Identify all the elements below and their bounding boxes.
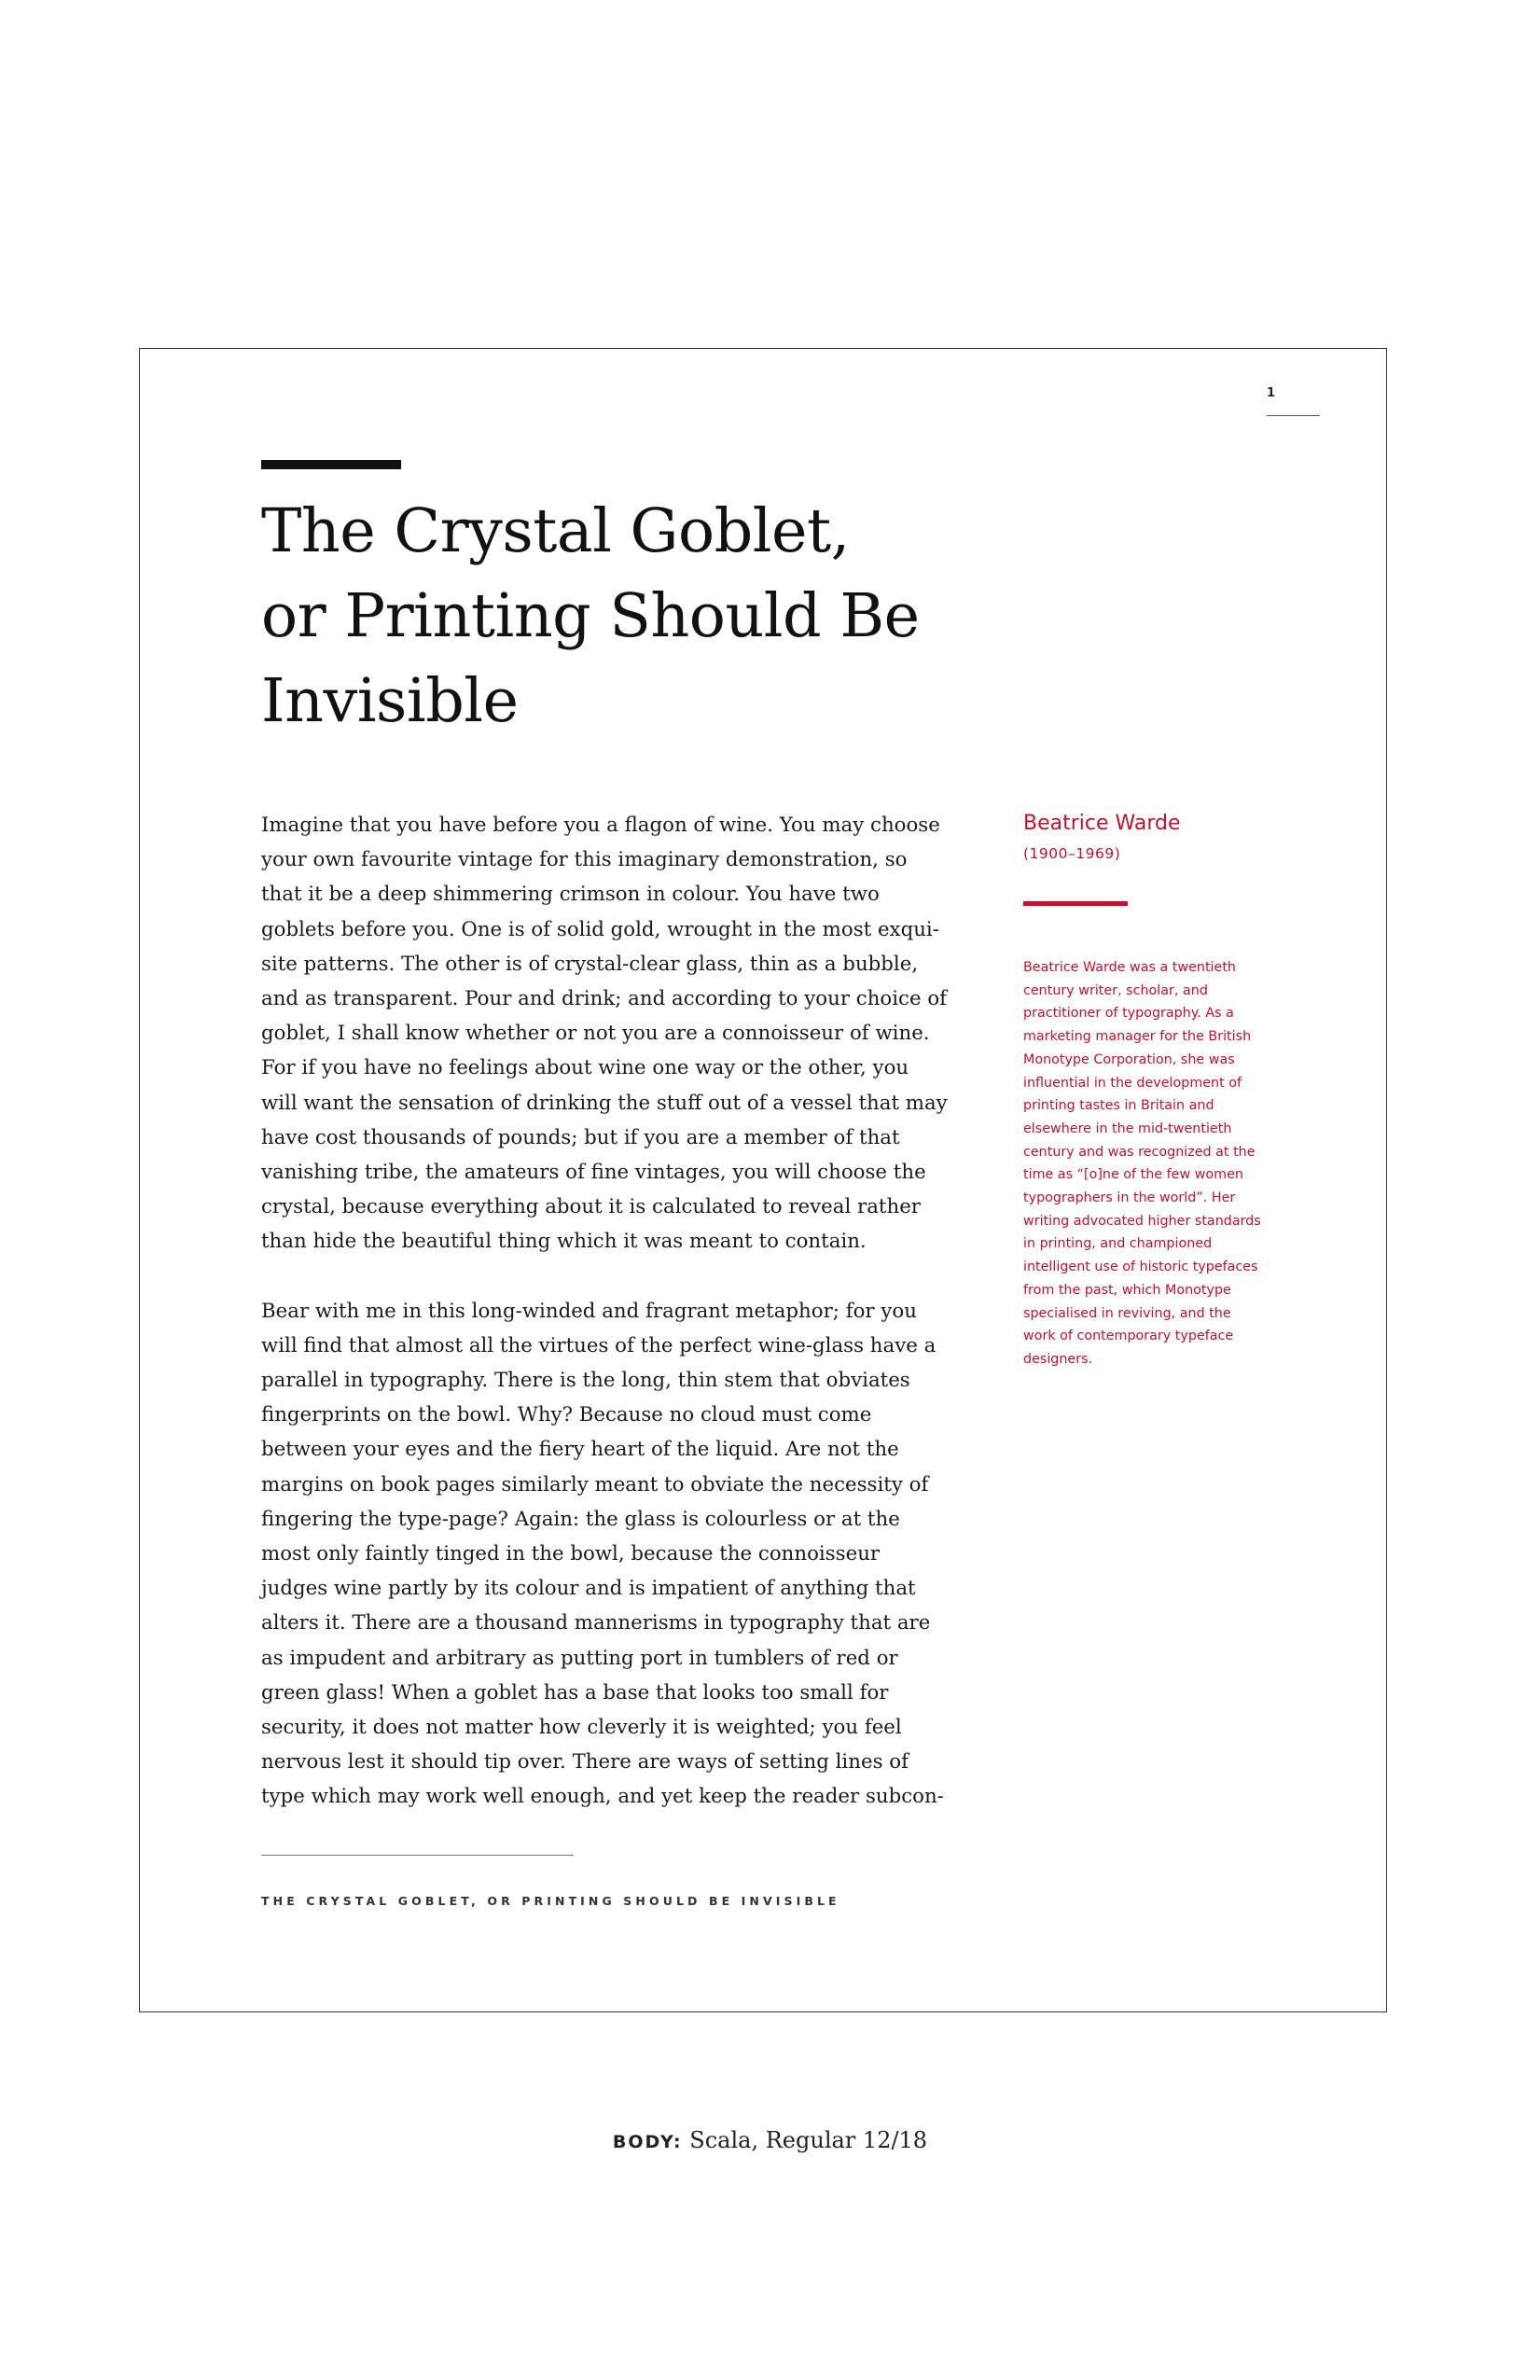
bio-line: writing advocated higher standards bbox=[1023, 1213, 1261, 1229]
title-line: or Printing Should Be bbox=[261, 581, 920, 651]
text-line: crystal, because everything about it is calculated to reveal rather bbox=[261, 1195, 921, 1219]
sidebar-author-name: Beatrice Warde bbox=[1023, 812, 1181, 835]
running-footer: THE CRYSTAL GOBLET, OR PRINTING SHOULD BE INVISIBLE bbox=[261, 1894, 840, 1908]
text-line: as impudent and arbitrary as putting port in tumblers of red or bbox=[261, 1646, 898, 1670]
text-line: your own favourite vintage for this imaginary demonstration, so bbox=[261, 848, 908, 872]
bio-line: time as “[o]ne of the few women bbox=[1023, 1167, 1243, 1183]
footer-rule bbox=[261, 1855, 574, 1856]
bio-line: in printing, and championed bbox=[1023, 1236, 1213, 1252]
text-line: vanishing tribe, the amateurs of fine vintages, you will choose the bbox=[261, 1161, 926, 1185]
bio-line: designers. bbox=[1023, 1351, 1093, 1367]
text-line: nervous lest it should tip over. There are ways of setting lines of bbox=[261, 1750, 909, 1775]
title-line: Invisible bbox=[261, 666, 519, 736]
sidebar-author-dates: (1900–1969) bbox=[1023, 845, 1121, 862]
text-line: Bear with me in this long-winded and fragrant metaphor; for you bbox=[261, 1299, 917, 1323]
text-line: fingering the type-page? Again: the glass is colourless or at the bbox=[261, 1507, 900, 1531]
title-accent-bar bbox=[261, 460, 401, 469]
type-spec-label: BODY: bbox=[612, 2132, 683, 2152]
title-line: The Crystal Goblet, bbox=[261, 496, 850, 566]
type-spec-value: Scala, Regular 12/18 bbox=[689, 2127, 928, 2153]
bio-line: printing tastes in Britain and bbox=[1023, 1098, 1214, 1114]
text-line: than hide the beautiful thing which it was meant to contain. bbox=[261, 1230, 867, 1254]
bio-line: Monotype Corporation, she was bbox=[1023, 1051, 1235, 1067]
bio-line: from the past, which Monotype bbox=[1023, 1282, 1231, 1298]
text-line: goblet, I shall know whether or not you are a connoisseur of wine. bbox=[261, 1022, 930, 1046]
text-line: most only faintly tinged in the bowl, because the connoisseur bbox=[261, 1542, 881, 1566]
body-paragraph-2 bbox=[261, 1294, 944, 1815]
text-line: judges wine partly by its colour and is impatient of anything that bbox=[261, 1577, 916, 1601]
bio-line: influential in the development of bbox=[1023, 1075, 1242, 1091]
text-line: site patterns. The other is of crystal-clear glass, thin as a bubble, bbox=[261, 952, 919, 976]
bio-line: marketing manager for the British bbox=[1023, 1029, 1252, 1045]
text-line: For if you have no feelings about wine one way or the other, you bbox=[261, 1056, 909, 1080]
text-line: margins on book pages similarly meant to obviate the necessity of bbox=[261, 1472, 929, 1496]
text-line: will want the sensation of drinking the stuff out of a vessel that may bbox=[261, 1091, 948, 1115]
bio-line: typographers in the world”. Her bbox=[1023, 1190, 1236, 1206]
text-line: parallel in typography. There is the long, thin stem that obviates bbox=[261, 1369, 910, 1393]
sidebar-bio bbox=[1023, 956, 1294, 1371]
text-line: that it be a deep shimmering crimson in colour. You have two bbox=[261, 883, 880, 907]
bio-line: century and was recognized at the bbox=[1023, 1144, 1256, 1160]
text-line: have cost thousands of pounds; but if you are a member of that bbox=[261, 1125, 900, 1149]
page-title bbox=[261, 489, 1101, 744]
text-line: alters it. There are a thousand mannerisms in typography that are bbox=[261, 1611, 931, 1635]
sidebar-accent-bar bbox=[1023, 901, 1128, 906]
page-number: 1 bbox=[1267, 386, 1276, 400]
text-line: between your eyes and the fiery heart of the liquid. Are not the bbox=[261, 1438, 899, 1462]
text-line: and as transparent. Pour and drink; and according to your choice of bbox=[261, 987, 948, 1011]
bio-line: Beatrice Warde was a twentieth bbox=[1023, 960, 1236, 975]
body-text bbox=[261, 808, 948, 1815]
bio-line: practitioner of typography. As a bbox=[1023, 1006, 1234, 1022]
text-line: Imagine that you have before you a flagon of wine. You may choose bbox=[261, 814, 940, 837]
bio-line: elsewhere in the mid-twentieth bbox=[1023, 1120, 1232, 1136]
text-line: fingerprints on the bowl. Why? Because no cloud must come bbox=[261, 1403, 872, 1427]
bio-line: intelligent use of historic typefaces bbox=[1023, 1260, 1258, 1275]
body-paragraph-1 bbox=[261, 808, 948, 1260]
page-number-rule bbox=[1267, 415, 1320, 416]
text-line: green glass! When a goblet has a base that looks too small for bbox=[261, 1680, 889, 1705]
text-line: security, it does not matter how cleverly it is weighted; you feel bbox=[261, 1716, 902, 1740]
bio-line: specialised in reviving, and the bbox=[1023, 1305, 1231, 1321]
text-line: goblets before you. One is of solid gold, wrought in the most exqui- bbox=[261, 917, 939, 941]
type-spec-caption bbox=[0, 2127, 1540, 2153]
bio-line: century writer, scholar, and bbox=[1023, 982, 1208, 998]
bio-line: work of contemporary typeface bbox=[1023, 1329, 1234, 1344]
text-line: will find that almost all the virtues of the perfect wine-glass have a bbox=[261, 1333, 936, 1357]
text-line: type which may work well enough, and yet keep the reader subcon- bbox=[261, 1785, 944, 1809]
